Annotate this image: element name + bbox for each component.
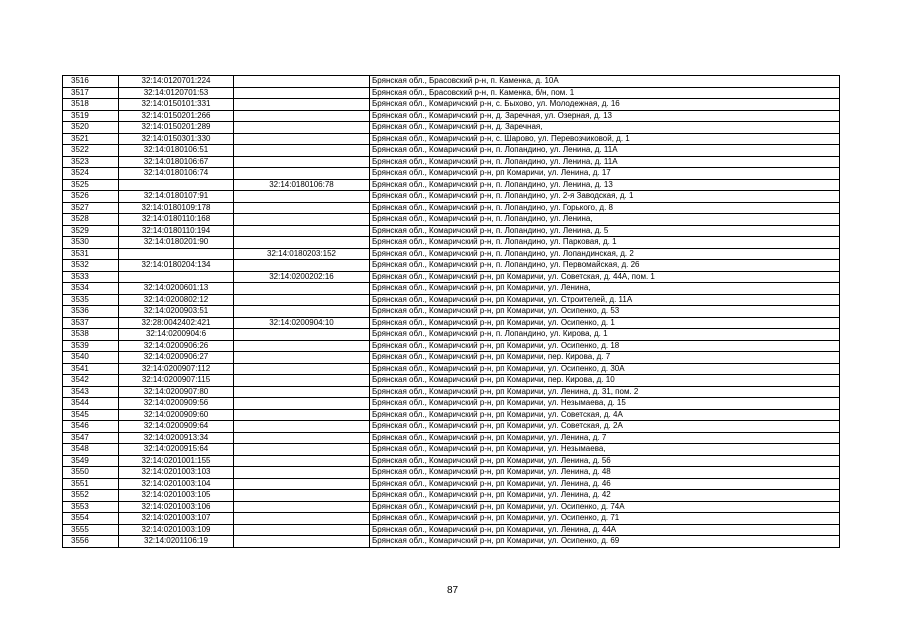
cadastral-number-cell: 32:14:0201003:106	[119, 501, 234, 513]
cadastral-number-cell: 32:14:0200906:26	[119, 340, 234, 352]
address-cell: Брянская обл., Комаричский р-н, рп Комаричи, ул. Незымаева, д. 15	[370, 398, 840, 410]
table-row	[63, 168, 840, 180]
address-cell: Брянская обл., Комаричский р-н, п. Лопандино, ул. Горького, д. 8	[370, 202, 840, 214]
table-row	[63, 294, 840, 306]
row-number-cell: 3537	[63, 317, 119, 329]
row-number-cell: 3525	[63, 179, 119, 191]
previous-cadastral-number-cell	[234, 501, 370, 513]
address-cell: Брянская обл., Комаричский р-н, п. Лопандино, ул. Первомайская, д. 26	[370, 260, 840, 272]
table-row	[63, 225, 840, 237]
cadastral-number-cell: 32:14:0150201:289	[119, 122, 234, 134]
cadastral-number-cell: 32:14:0200907:115	[119, 375, 234, 387]
row-number-cell: 3524	[63, 168, 119, 180]
row-number-cell: 3533	[63, 271, 119, 283]
cadastral-number-cell: 32:14:0201003:105	[119, 490, 234, 502]
previous-cadastral-number-cell	[234, 214, 370, 226]
cadastral-number-cell: 32:14:0200907:112	[119, 363, 234, 375]
cadastral-number-cell: 32:14:0180110:168	[119, 214, 234, 226]
cadastral-number-cell: 32:14:0200903:51	[119, 306, 234, 318]
address-cell: Брянская обл., Комаричский р-н, рп Комаричи, ул. Осипенко, д. 71	[370, 513, 840, 525]
page-number: 87	[446, 585, 459, 596]
row-number-cell: 3517	[63, 87, 119, 99]
previous-cadastral-number-cell	[234, 122, 370, 134]
table-row	[63, 87, 840, 99]
previous-cadastral-number-cell	[234, 260, 370, 272]
table-row	[63, 386, 840, 398]
previous-cadastral-number-cell	[234, 145, 370, 157]
previous-cadastral-number-cell	[234, 225, 370, 237]
cadastral-number-cell: 32:14:0200913:34	[119, 432, 234, 444]
row-number-cell: 3547	[63, 432, 119, 444]
previous-cadastral-number-cell	[234, 375, 370, 387]
cadastral-number-cell: 32:14:0150301:330	[119, 133, 234, 145]
previous-cadastral-number-cell	[234, 478, 370, 490]
row-number-cell: 3530	[63, 237, 119, 249]
address-cell: Брянская обл., Комаричский р-н, рп Комаричи, ул. Советская, д. 44А, пом. 1	[370, 271, 840, 283]
cadastral-number-cell: 32:14:0200907:80	[119, 386, 234, 398]
row-number-cell: 3543	[63, 386, 119, 398]
table-row	[63, 444, 840, 456]
row-number-cell: 3519	[63, 110, 119, 122]
address-cell: Брянская обл., Комаричский р-н, рп Комаричи, ул. Ленина, д. 56	[370, 455, 840, 467]
cadastral-number-cell: 32:14:0200915:64	[119, 444, 234, 456]
address-cell: Брянская обл., Комаричский р-н, д. Заречная,	[370, 122, 840, 134]
address-cell: Брянская обл., Комаричский р-н, рп Комаричи, ул. Советская, д. 2А	[370, 421, 840, 433]
row-number-cell: 3541	[63, 363, 119, 375]
address-cell: Брянская обл., Комаричский р-н, рп Комаричи, ул. Ленина, д. 17	[370, 168, 840, 180]
table-row	[63, 329, 840, 341]
cadastral-number-cell: 32:14:0120701:53	[119, 87, 234, 99]
row-number-cell: 3556	[63, 536, 119, 548]
cadastral-number-cell: 32:14:0180106:51	[119, 145, 234, 157]
address-cell: Брянская обл., Комаричский р-н, п. Лопандино, ул. Ленина, д. 11А	[370, 145, 840, 157]
table-row	[63, 260, 840, 272]
cadastral-number-cell: 32:14:0180201:90	[119, 237, 234, 249]
previous-cadastral-number-cell	[234, 87, 370, 99]
row-number-cell: 3527	[63, 202, 119, 214]
address-cell: Брянская обл., Брасовский р-н, п. Каменка, д. 10А	[370, 76, 840, 88]
address-cell: Брянская обл., Комаричский р-н, рп Комаричи, пер. Кирова, д. 7	[370, 352, 840, 364]
row-number-cell: 3520	[63, 122, 119, 134]
row-number-cell: 3540	[63, 352, 119, 364]
table-row	[63, 214, 840, 226]
row-number-cell: 3550	[63, 467, 119, 479]
cadastral-number-cell: 32:28:0042402:421	[119, 317, 234, 329]
previous-cadastral-number-cell	[234, 110, 370, 122]
previous-cadastral-number-cell	[234, 294, 370, 306]
previous-cadastral-number-cell: 32:14:0200904:10	[234, 317, 370, 329]
address-cell: Брянская обл., Комаричский р-н, п. Лопандино, ул. Ленина,	[370, 214, 840, 226]
table-row	[63, 317, 840, 329]
address-cell: Брянская обл., Комаричский р-н, д. Заречная, ул. Озерная, д. 13	[370, 110, 840, 122]
row-number-cell: 3542	[63, 375, 119, 387]
address-cell: Брянская обл., Комаричский р-н, рп Комаричи, ул. Ленина, д. 42	[370, 490, 840, 502]
row-number-cell: 3534	[63, 283, 119, 295]
row-number-cell: 3528	[63, 214, 119, 226]
row-number-cell: 3548	[63, 444, 119, 456]
cadastral-number-cell: 32:14:0200906:27	[119, 352, 234, 364]
row-number-cell: 3549	[63, 455, 119, 467]
previous-cadastral-number-cell	[234, 237, 370, 249]
previous-cadastral-number-cell	[234, 352, 370, 364]
row-number-cell: 3516	[63, 76, 119, 88]
cadastral-number-cell: 32:14:0201003:109	[119, 524, 234, 536]
previous-cadastral-number-cell	[234, 133, 370, 145]
address-cell: Брянская обл., Комаричский р-н, рп Комаричи, пер. Кирова, д. 10	[370, 375, 840, 387]
table-row	[63, 340, 840, 352]
table-row	[63, 271, 840, 283]
previous-cadastral-number-cell: 32:14:0180106:78	[234, 179, 370, 191]
address-cell: Брянская обл., Комаричский р-н, рп Комаричи, ул. Ленина, д. 46	[370, 478, 840, 490]
cadastral-number-cell: 32:14:0201003:104	[119, 478, 234, 490]
previous-cadastral-number-cell	[234, 156, 370, 168]
cadastral-number-cell: 32:14:0150101:331	[119, 99, 234, 111]
address-cell: Брянская обл., Комаричский р-н, с. Шарово, ул. Перевозчиковой, д. 1	[370, 133, 840, 145]
cadastral-number-cell: 32:14:0201003:103	[119, 467, 234, 479]
address-cell: Брянская обл., Комаричский р-н, п. Лопандино, ул. Ленина, д. 13	[370, 179, 840, 191]
cadastral-number-cell: 32:14:0180106:74	[119, 168, 234, 180]
cadastral-number-cell: 32:14:0120701:224	[119, 76, 234, 88]
previous-cadastral-number-cell	[234, 490, 370, 502]
table-row	[63, 501, 840, 513]
row-number-cell: 3554	[63, 513, 119, 525]
table-row	[63, 455, 840, 467]
table-row	[63, 179, 840, 191]
table-row	[63, 283, 840, 295]
previous-cadastral-number-cell: 32:14:0180203:152	[234, 248, 370, 260]
row-number-cell: 3552	[63, 490, 119, 502]
previous-cadastral-number-cell	[234, 99, 370, 111]
address-cell: Брянская обл., Комаричский р-н, рп Комаричи, ул. Незымаева,	[370, 444, 840, 456]
previous-cadastral-number-cell	[234, 283, 370, 295]
previous-cadastral-number-cell: 32:14:0200202:16	[234, 271, 370, 283]
address-cell: Брянская обл., Комаричский р-н, рп Комаричи, ул. Осипенко, д. 69	[370, 536, 840, 548]
table-row	[63, 76, 840, 88]
address-cell: Брянская обл., Комаричский р-н, п. Лопандино, ул. Ленина, д. 5	[370, 225, 840, 237]
table-row	[63, 536, 840, 548]
cadastral-number-cell: 32:14:0201003:107	[119, 513, 234, 525]
table-row	[63, 110, 840, 122]
table-row	[63, 375, 840, 387]
table-row	[63, 156, 840, 168]
previous-cadastral-number-cell	[234, 340, 370, 352]
cadastral-number-cell: 32:14:0180204:134	[119, 260, 234, 272]
previous-cadastral-number-cell	[234, 306, 370, 318]
cadastral-number-cell: 32:14:0180110:194	[119, 225, 234, 237]
address-cell: Брянская обл., Комаричский р-н, рп Комаричи, ул. Советская, д. 4А	[370, 409, 840, 421]
address-cell: Брянская обл., Комаричский р-н, рп Комаричи, ул. Строителей, д. 11А	[370, 294, 840, 306]
previous-cadastral-number-cell	[234, 467, 370, 479]
table-row	[63, 467, 840, 479]
table-row	[63, 306, 840, 318]
address-cell: Брянская обл., Комаричский р-н, рп Комаричи, ул. Осипенко, д. 18	[370, 340, 840, 352]
row-number-cell: 3539	[63, 340, 119, 352]
cadastral-number-cell: 32:14:0200904:6	[119, 329, 234, 341]
table-row	[63, 478, 840, 490]
table-row	[63, 352, 840, 364]
cadastral-number-cell: 32:14:0200802:12	[119, 294, 234, 306]
table-row	[63, 398, 840, 410]
row-number-cell: 3531	[63, 248, 119, 260]
previous-cadastral-number-cell	[234, 513, 370, 525]
previous-cadastral-number-cell	[234, 202, 370, 214]
address-cell: Брянская обл., Комаричский р-н, рп Комаричи, ул. Осипенко, д. 74А	[370, 501, 840, 513]
row-number-cell: 3518	[63, 99, 119, 111]
table-row	[63, 409, 840, 421]
address-cell: Брянская обл., Комаричский р-н, рп Комаричи, ул. Ленина, д. 48	[370, 467, 840, 479]
row-number-cell: 3545	[63, 409, 119, 421]
previous-cadastral-number-cell	[234, 76, 370, 88]
previous-cadastral-number-cell	[234, 455, 370, 467]
address-cell: Брянская обл., Комаричский р-н, с. Быхово, ул. Молодежная, д. 16	[370, 99, 840, 111]
cadastral-number-cell: 32:14:0200909:56	[119, 398, 234, 410]
cadastral-number-cell	[119, 271, 234, 283]
property-table	[62, 75, 840, 548]
address-cell: Брянская обл., Комаричский р-н, п. Лопандино, ул. Парковая, д. 1	[370, 237, 840, 249]
previous-cadastral-number-cell	[234, 329, 370, 341]
address-cell: Брянская обл., Комаричский р-н, рп Комаричи, ул. Ленина, д. 7	[370, 432, 840, 444]
table-row	[63, 133, 840, 145]
previous-cadastral-number-cell	[234, 398, 370, 410]
cadastral-number-cell: 32:14:0180109:178	[119, 202, 234, 214]
cadastral-number-cell: 32:14:0200909:60	[119, 409, 234, 421]
address-cell: Брянская обл., Комаричский р-н, п. Лопандино, ул. Лопандинская, д. 2	[370, 248, 840, 260]
table-row	[63, 145, 840, 157]
previous-cadastral-number-cell	[234, 386, 370, 398]
table-row	[63, 202, 840, 214]
table-row	[63, 122, 840, 134]
row-number-cell: 3553	[63, 501, 119, 513]
address-cell: Брянская обл., Комаричский р-н, рп Комаричи, ул. Осипенко, д. 1	[370, 317, 840, 329]
address-cell: Брянская обл., Комаричский р-н, п. Лопандино, ул. 2-я Заводская, д. 1	[370, 191, 840, 203]
cadastral-number-cell: 32:14:0201106:19	[119, 536, 234, 548]
row-number-cell: 3544	[63, 398, 119, 410]
row-number-cell: 3521	[63, 133, 119, 145]
previous-cadastral-number-cell	[234, 421, 370, 433]
address-cell: Брянская обл., Брасовский р-н, п. Каменка, б/н, пом. 1	[370, 87, 840, 99]
table-row	[63, 191, 840, 203]
address-cell: Брянская обл., Комаричский р-н, рп Комаричи, ул. Осипенко, д. 30А	[370, 363, 840, 375]
cadastral-number-cell: 32:14:0200601:13	[119, 283, 234, 295]
table-body	[63, 76, 840, 548]
address-cell: Брянская обл., Комаричский р-н, рп Комаричи, ул. Ленина,	[370, 283, 840, 295]
table-row	[63, 513, 840, 525]
address-cell: Брянская обл., Комаричский р-н, рп Комаричи, ул. Ленина, д. 31, пом. 2	[370, 386, 840, 398]
table-row	[63, 237, 840, 249]
previous-cadastral-number-cell	[234, 363, 370, 375]
row-number-cell: 3526	[63, 191, 119, 203]
cadastral-number-cell: 32:14:0180106:67	[119, 156, 234, 168]
table-row	[63, 490, 840, 502]
table-row	[63, 524, 840, 536]
cadastral-number-cell	[119, 179, 234, 191]
row-number-cell: 3546	[63, 421, 119, 433]
row-number-cell: 3536	[63, 306, 119, 318]
row-number-cell: 3529	[63, 225, 119, 237]
address-cell: Брянская обл., Комаричский р-н, п. Лопандино, ул. Ленина, д. 11А	[370, 156, 840, 168]
row-number-cell: 3538	[63, 329, 119, 341]
table-row	[63, 432, 840, 444]
previous-cadastral-number-cell	[234, 409, 370, 421]
table-row	[63, 421, 840, 433]
previous-cadastral-number-cell	[234, 444, 370, 456]
row-number-cell: 3523	[63, 156, 119, 168]
previous-cadastral-number-cell	[234, 168, 370, 180]
address-cell: Брянская обл., Комаричский р-н, рп Комаричи, ул. Осипенко, д. 53	[370, 306, 840, 318]
previous-cadastral-number-cell	[234, 191, 370, 203]
previous-cadastral-number-cell	[234, 536, 370, 548]
previous-cadastral-number-cell	[234, 432, 370, 444]
row-number-cell: 3551	[63, 478, 119, 490]
table-row	[63, 99, 840, 111]
cadastral-number-cell: 32:14:0200909:64	[119, 421, 234, 433]
row-number-cell: 3532	[63, 260, 119, 272]
row-number-cell: 3555	[63, 524, 119, 536]
cadastral-number-cell: 32:14:0150201:266	[119, 110, 234, 122]
cadastral-number-cell	[119, 248, 234, 260]
row-number-cell: 3535	[63, 294, 119, 306]
previous-cadastral-number-cell	[234, 524, 370, 536]
address-cell: Брянская обл., Комаричский р-н, рп Комаричи, ул. Ленина, д. 44А	[370, 524, 840, 536]
cadastral-number-cell: 32:14:0180107:91	[119, 191, 234, 203]
row-number-cell: 3522	[63, 145, 119, 157]
address-cell: Брянская обл., Комаричский р-н, п. Лопандино, ул. Кирова, д. 1	[370, 329, 840, 341]
cadastral-number-cell: 32:14:0201001:155	[119, 455, 234, 467]
table-row	[63, 248, 840, 260]
table-row	[63, 363, 840, 375]
